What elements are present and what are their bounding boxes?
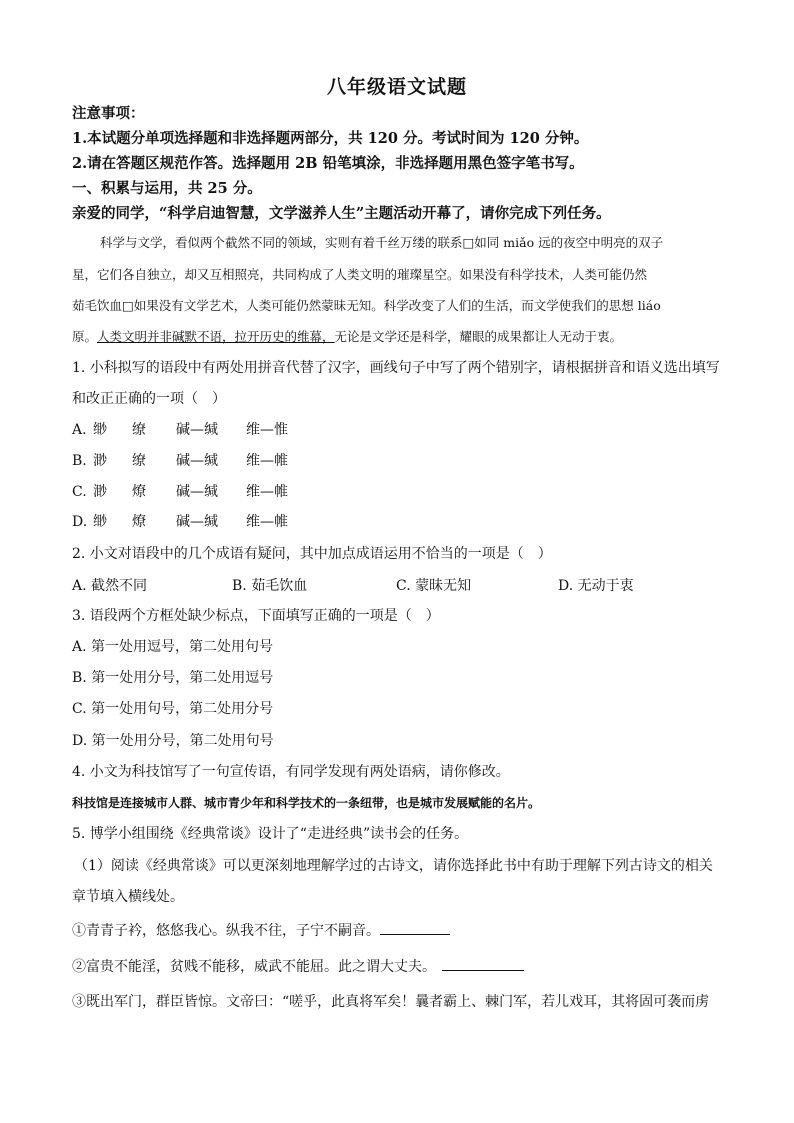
q2-stem: 2. 小文对语段中的几个成语有疑问，其中加点成语运用不恰当的一项是（ ） [72, 546, 552, 562]
q2-option-a: A. 截然不同 [72, 578, 148, 594]
q5-item-3: ③既出军门，群臣皆惊。文帝曰：“嗟乎，此真将军矣！曩者霸上、棘门军，若儿戏耳，其将固可袭而虏 [72, 994, 710, 1010]
passage-line-1: 科学与文学，看似两个截然不同的领域，实则有着千丝万缕的联系□如同 miǎo 远的夜空中明亮的双子 [100, 235, 664, 250]
q3-stem: 3. 语段两个方框处缺少标点，下面填写正确的一项是（ ） [72, 608, 440, 624]
q3-option-a: A. 第一处用逗号，第二处用句号 [72, 639, 274, 655]
q5-stem: 5. 博学小组围绕《经典常谈》设计了“走进经典”读书会的任务。 [72, 826, 469, 842]
notes-heading: 注意事项： [72, 105, 145, 122]
q1-stem-line-2: 和改正正确的一项（ ） [72, 391, 226, 407]
q1-stem-line-1: 1. 小科拟写的语段中有两处用拼音代替了汉字，画线句子中写了两个错别字，请根据拼音和语义选出填写 [72, 360, 720, 376]
q2-option-b: B. 茹毛饮血 [232, 578, 308, 594]
passage-line-2: 星，它们各自独立，却又互相照亮，共同构成了人类文明的璀璨星空。如果没有科学技术，人类可能仍然 [72, 267, 648, 282]
q3-option-c: C. 第一处用句号，第二处用分号 [72, 701, 274, 717]
q2-option-d: D. 无动于衷 [558, 578, 634, 594]
q5-sub1-line-1: （1）阅读《经典常谈》可以更深刻地理解学过的古诗文，请你选择此书中有助于理解下列古诗文的相关 [74, 858, 713, 874]
q4-slogan: 科技馆是连接城市人群、城市青少年和科学技术的一条纽带，也是城市发展赋能的名片。 [72, 796, 541, 810]
answer-blank-2[interactable] [442, 956, 524, 971]
section-intro: 亲爱的同学，“科学启迪智慧，文学滋养人生”主题活动开幕了，请你完成下列任务。 [72, 205, 611, 222]
q5-item-1 [72, 920, 450, 941]
q2-option-c: C. 蒙昧无知 [396, 578, 472, 594]
passage-line-4-start: 原。 [72, 329, 98, 344]
q5-item-2-text: ②富贵不能淫，贫贱不能移，威武不能屈。此之谓大丈夫。 [72, 959, 436, 975]
q5-item-2 [72, 956, 524, 977]
section-heading: 一、积累与运用，共 25 分。 [72, 180, 262, 197]
page-title: 八年级语文试题 [326, 76, 467, 98]
underlined-sentence: 人类文明并非碱默不语，拉开历史的维幕， [97, 329, 335, 344]
notes-item-2: 2.请在答题区规范作答。选择题用 2B 铅笔填涂，非选择题用黑色签字笔书写。 [72, 155, 584, 172]
q3-option-d: D. 第一处用分号，第二处用句号 [72, 733, 274, 749]
q5-item-1-text: ①青青子衿，悠悠我心。纵我不往，子宁不嗣音。 [72, 923, 380, 939]
passage-line-4-end: 无论是文学还是科学，耀眼的成果都让人无动于衷。 [334, 329, 623, 344]
q4-stem: 4. 小文为科技馆写了一句宣传语，有同学发现有两处语病，请你修改。 [72, 764, 510, 780]
passage-line-3: 茹毛饮血□如果没有文学艺术，人类可能仍然蒙昧无知。科学改变了人们的生活，而文学使我们的思想 liáo [72, 298, 661, 313]
q3-option-b: B. 第一处用分号，第二处用逗号 [72, 670, 274, 686]
passage-line-4 [72, 327, 622, 347]
q5-sub1-line-2: 章节填入横线处。 [72, 889, 184, 905]
answer-blank-1[interactable] [380, 920, 450, 935]
notes-item-1: 1.本试题分单项选择题和非选择题两部分，共 120 分。考试时间为 120 分钟。 [72, 130, 589, 147]
exam-page: 八年级语文试题 注意事项： 1.本试题分单项选择题和非选择题两部分，共 120 分。考试时间为 120 分钟。 2.请在答题区规范作答。选择题用 2B 铅笔填涂，非选择题用黑色签字笔书写。 一、积累与运用，共 25 分。 亲爱的同学，“科学启迪智慧，文学滋养人生”主题活动开幕了，请你完成下列任务。 科学与文学，看似两个截然不同的领域，实则有着千丝万缕的联系□如同 miǎo 远的夜空中明亮的双子 星，它们各自独立，却又互相照亮，共同构成了人类文明的璀璨星空。如果没有科学技术，人类可能仍然 茹毛饮血□如果没有文学艺术，人类可能仍然蒙昧无知。科学改变了人们的生活，而文学使我们的思想 liáo 原。人类文明并非碱默不语，拉开历史的维幕，无论是文学还是科学，耀眼的成果都让人无动于衷。 1. 小科拟写的语段中有两处用拼音代替了汉字，画线句子中写了两个错别字，请根据拼音和语义选出填写 和改正正确的一项（ ） A. 缈 缭 碱—缄 维—惟 B. 渺 缭 碱—缄 维—帷 C. 渺 燎 碱—缄 维—帷 D. 缈 燎 碱—缄 维—帷 2. 小文对语段中的几个成语有疑问，其中加点成语运用不恰当的一项是（ ） A. 截然不同 B. 茹毛饮血 C. 蒙昧无知 D. 无动于衷 3. 语段两个方框处缺少标点，下面填写正确的一项是（ ） A. 第一处用逗号，第二处用句号 B. 第一处用分号，第二处用逗号 C. 第一处用句号，第二处用分号 D. 第一处用分号，第二处用句号 4. 小文为科技馆写了一句宣传语，有同学发现有两处语病，请你修改。 科技馆是连接城市人群、城市青少年和科学技术的一条纽带，也是城市发展赋能的名片。 5. 博学小组围绕《经典常谈》设计了“走进经典”读书会的任务。 （1）阅读《经典常谈》可以更深刻地理解学过的古诗文，请你选择此书中有助于理解下列古诗文的相关 章节填入横线处。 ①青青子衿，悠悠我心。纵我不往，子宁不嗣音。 ②富贵不能淫，贫贱不能移，威武不能屈。此之谓大丈夫。 ③既出军门，群臣皆惊。文帝曰：“嗟乎，此真将军矣！曩者霸上、棘门军，若儿戏耳，其将固可袭而虏 [0, 0, 794, 1123]
